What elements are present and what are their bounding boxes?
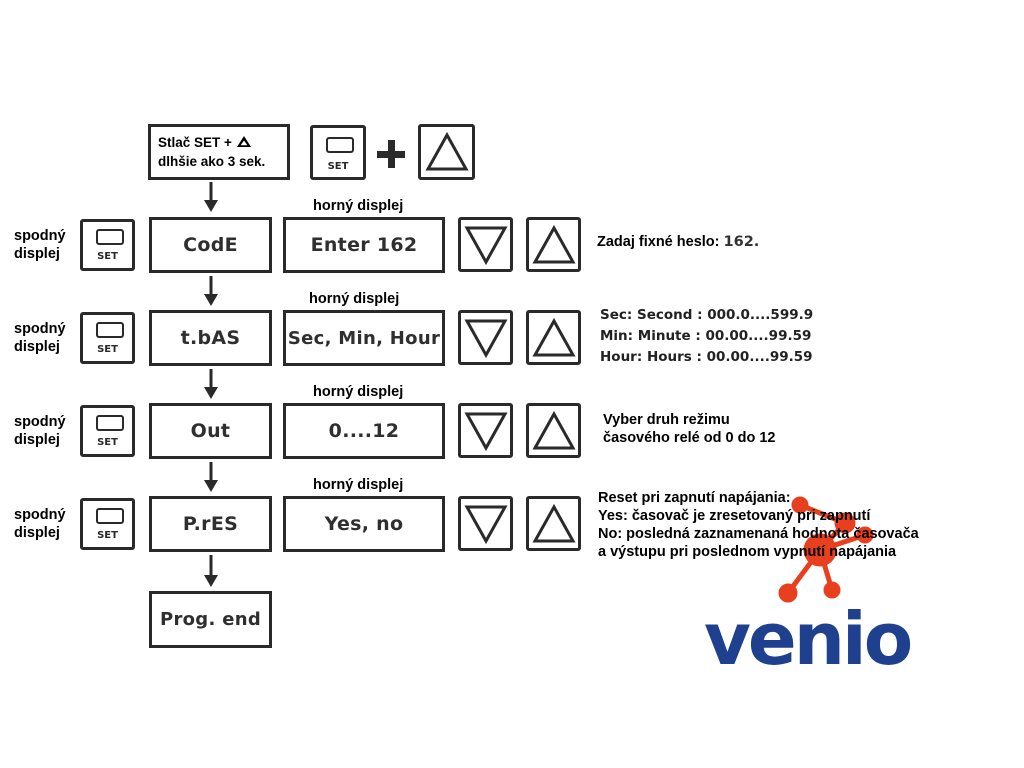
row2-left-label: spodný displej	[14, 321, 66, 355]
upper-display-value: 0....12	[328, 420, 400, 442]
prog-end-box	[149, 591, 272, 648]
code-note: Zadaj fixné heslo: 162.	[597, 234, 760, 250]
row2-down-button[interactable]	[458, 310, 513, 365]
row3-top-label: horný displej	[313, 384, 404, 400]
prog-end-label: Prog. end	[159, 609, 262, 630]
row3-down-button[interactable]	[458, 403, 513, 458]
tbase-note-hour: Hour: Hours : 00.00....99.59	[600, 349, 813, 365]
set-label: SET	[97, 251, 118, 262]
up-arrow-icon	[531, 408, 577, 454]
row2-up-button[interactable]	[526, 310, 581, 365]
set-label: SET	[97, 437, 118, 448]
row2-upper-display	[283, 310, 445, 366]
row3-lower-display	[149, 403, 272, 459]
flow-arrow-2	[203, 274, 219, 308]
plus-sign	[377, 140, 405, 168]
lower-display-value: CodE	[183, 234, 238, 256]
down-arrow-icon	[463, 222, 509, 268]
up-arrow-icon	[531, 222, 577, 268]
up-arrow-icon	[424, 129, 470, 175]
row3-up-button[interactable]	[526, 403, 581, 458]
row1-up-button[interactable]	[526, 217, 581, 272]
set-label: SET	[327, 161, 349, 172]
down-arrow-icon	[463, 408, 509, 454]
row4-top-label: horný displej	[313, 477, 404, 493]
row4-set-button[interactable]	[80, 498, 135, 550]
venio-logo-text: venio	[704, 597, 911, 681]
lower-display-value: P.rES	[182, 513, 239, 535]
up-arrow-icon	[531, 315, 577, 361]
flow-arrow-1	[203, 180, 219, 214]
button-face-icon	[96, 229, 124, 245]
lower-display-value: Out	[190, 420, 231, 442]
row1-left-label: spodný displej	[14, 228, 66, 262]
up-triangle-icon	[236, 135, 252, 148]
start-instruction-box	[148, 124, 290, 180]
flow-arrow-3	[203, 367, 219, 401]
row4-left-label: spodný displej	[14, 507, 66, 541]
row1-set-button[interactable]	[80, 219, 135, 271]
set-label: SET	[97, 344, 118, 355]
button-face-icon	[96, 322, 124, 338]
up-arrow-icon	[531, 501, 577, 547]
button-face-icon	[96, 415, 124, 431]
row2-set-button[interactable]	[80, 312, 135, 364]
row4-upper-display	[283, 496, 445, 552]
pres-note: Reset pri zapnutí napájania: Yes: časovač je zresetovaný pri zapnutí No: posledná zaznamenaná hodnota časovača a výstupu pri poslednom vypnutí napájania	[598, 490, 919, 560]
button-face-icon	[96, 508, 124, 524]
row1-down-button[interactable]	[458, 217, 513, 272]
tbase-note-sec: Sec: Second : 000.0....599.9	[600, 307, 814, 323]
row3-left-label: spodný displej	[14, 414, 66, 448]
row1-top-label: horný displej	[313, 198, 404, 214]
row1-lower-display	[149, 217, 272, 273]
tbase-note-min: Min: Minute : 00.00....99.59	[600, 328, 812, 344]
row3-upper-display	[283, 403, 445, 459]
start-line-1: Stlač SET +	[158, 135, 232, 150]
row4-down-button[interactable]	[458, 496, 513, 551]
flow-arrow-5	[203, 553, 219, 589]
upper-display-value: Sec, Min, Hour	[287, 327, 441, 349]
button-face-icon	[326, 137, 354, 153]
lower-display-value: t.bAS	[180, 327, 241, 349]
row2-lower-display	[149, 310, 272, 366]
upper-display-value: Yes, no	[324, 513, 404, 535]
down-arrow-icon	[463, 315, 509, 361]
start-up-button[interactable]	[418, 124, 475, 180]
out-note: Vyber druh režimu časového relé od 0 do 12	[603, 412, 776, 446]
row1-upper-display	[283, 217, 445, 273]
start-set-button[interactable]	[310, 125, 366, 180]
flow-arrow-4	[203, 460, 219, 494]
set-label: SET	[97, 530, 118, 541]
row3-set-button[interactable]	[80, 405, 135, 457]
start-line-2: dlhšie ako 3 sek.	[158, 154, 266, 169]
down-arrow-icon	[463, 501, 509, 547]
upper-display-value: Enter 162	[310, 234, 418, 256]
row4-lower-display	[149, 496, 272, 552]
row4-up-button[interactable]	[526, 496, 581, 551]
row2-top-label: horný displej	[309, 291, 400, 307]
